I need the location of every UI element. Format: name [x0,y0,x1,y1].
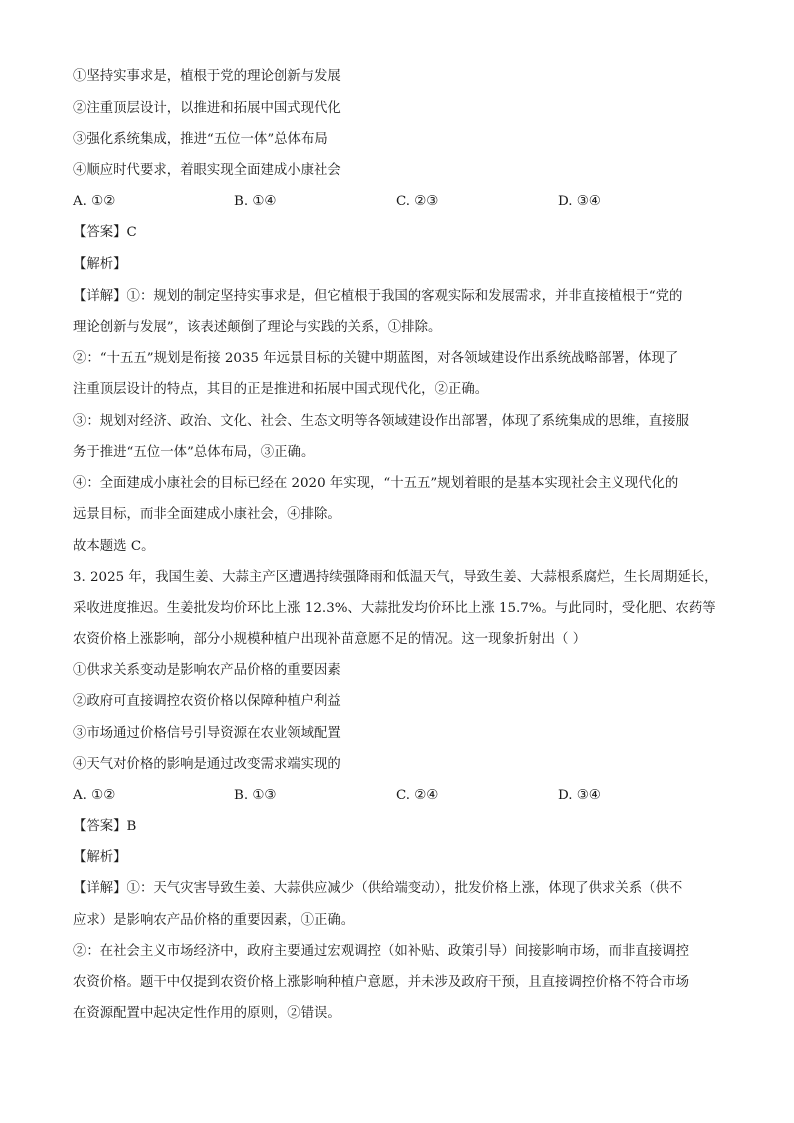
option-d: D. ③④ [558,194,601,209]
question-stem: 3. 2025 年，我国生姜、大蒜主产区遭遇持续强降雨和低温天气，导致生姜、大蒜根系腐烂，生长周期延长， [73,570,718,585]
detail-line: 【详解】①：天气灾害导致生姜、大蒜供应减少（供给端变动），批发价格上涨，体现了供求关系（供不 [73,881,683,896]
detail-line: 【详解】①：规划的制定坚持实事求是，但它植根于我国的客观实际和发展需求，并非直接植根于“党的 [73,289,683,304]
analysis-label: 【解析】 [73,257,127,272]
detail-line: 理论创新与发展”，该表述颠倒了理论与实践的关系，①排除。 [73,320,442,335]
option-a: A. ①② [73,788,116,803]
statement-4: ④天气对价格的影响是通过改变需求端实现的 [73,757,341,772]
option-b: B. ①④ [234,194,277,209]
detail-line: ④：全面建成小康社会的目标已经在 2020 年实现，“十五五”规划着眼的是基本实现社会主义现代化的 [73,476,679,491]
statement-4: ④顺应时代要求，着眼实现全面建成小康社会 [73,163,341,178]
statement-3: ③市场通过价格信号引导资源在农业领域配置 [73,726,341,741]
detail-line: 在资源配置中起决定性作用的原则，②错误。 [73,1006,341,1021]
detail-line: 应求）是影响农产品价格的重要因素，①正确。 [73,913,355,928]
question-stem: 采收进度推迟。生姜批发均价环比上涨 12.3%、大蒜批发均价环比上涨 15.7%。与此同时，受化肥、农药等 [73,601,716,616]
detail-line: 注重顶层设计的特点，其目的正是推进和拓展中国式现代化，②正确。 [73,382,489,397]
statement-3: ③强化系统集成，推进“五位一体”总体布局 [73,132,328,147]
option-a: A. ①② [73,194,116,209]
option-d: D. ③④ [558,788,601,803]
conclusion-line: 故本题选 C。 [73,539,155,554]
statement-1: ①坚持实事求是，植根于党的理论创新与发展 [73,69,341,84]
option-c: C. ②④ [396,788,439,803]
option-b: B. ①③ [234,788,277,803]
detail-line: 务于推进“五位一体”总体布局，③正确。 [73,445,315,460]
detail-line: 农资价格。题干中仅提到农资价格上涨影响种植户意愿，并未涉及政府干预，且直接调控价格不符合市场 [73,975,689,990]
analysis-label: 【解析】 [73,850,127,865]
question-stem: 农资价格上涨影响，部分小规模种植户出现补苗意愿不足的情况。这一现象折射出（ ） [73,632,587,647]
answer-options [73,193,733,211]
detail-line: ②：“十五五”规划是衔接 2035 年远景目标的关键中期蓝图，对各领域建设作出系统战略部署，体现了 [73,351,679,366]
statement-2: ②政府可直接调控农资价格以保障种植户利益 [73,694,341,709]
statement-2: ②注重顶层设计，以推进和拓展中国式现代化 [73,101,341,116]
detail-line: 远景目标，而非全面建成小康社会，④排除。 [73,507,341,522]
answer-label: 【答案】B [73,819,137,834]
detail-line: ②：在社会主义市场经济中，政府主要通过宏观调控（如补贴、政策引导）间接影响市场，而非直接调控 [73,944,689,959]
statement-1: ①供求关系变动是影响农产品价格的重要因素 [73,663,341,678]
answer-options [73,787,733,805]
answer-label: 【答案】C [73,225,137,240]
option-c: C. ②③ [396,194,439,209]
detail-line: ③：规划对经济、政治、文化、社会、生态文明等各领域建设作出部署，体现了系统集成的思维，直接服 [73,414,689,429]
